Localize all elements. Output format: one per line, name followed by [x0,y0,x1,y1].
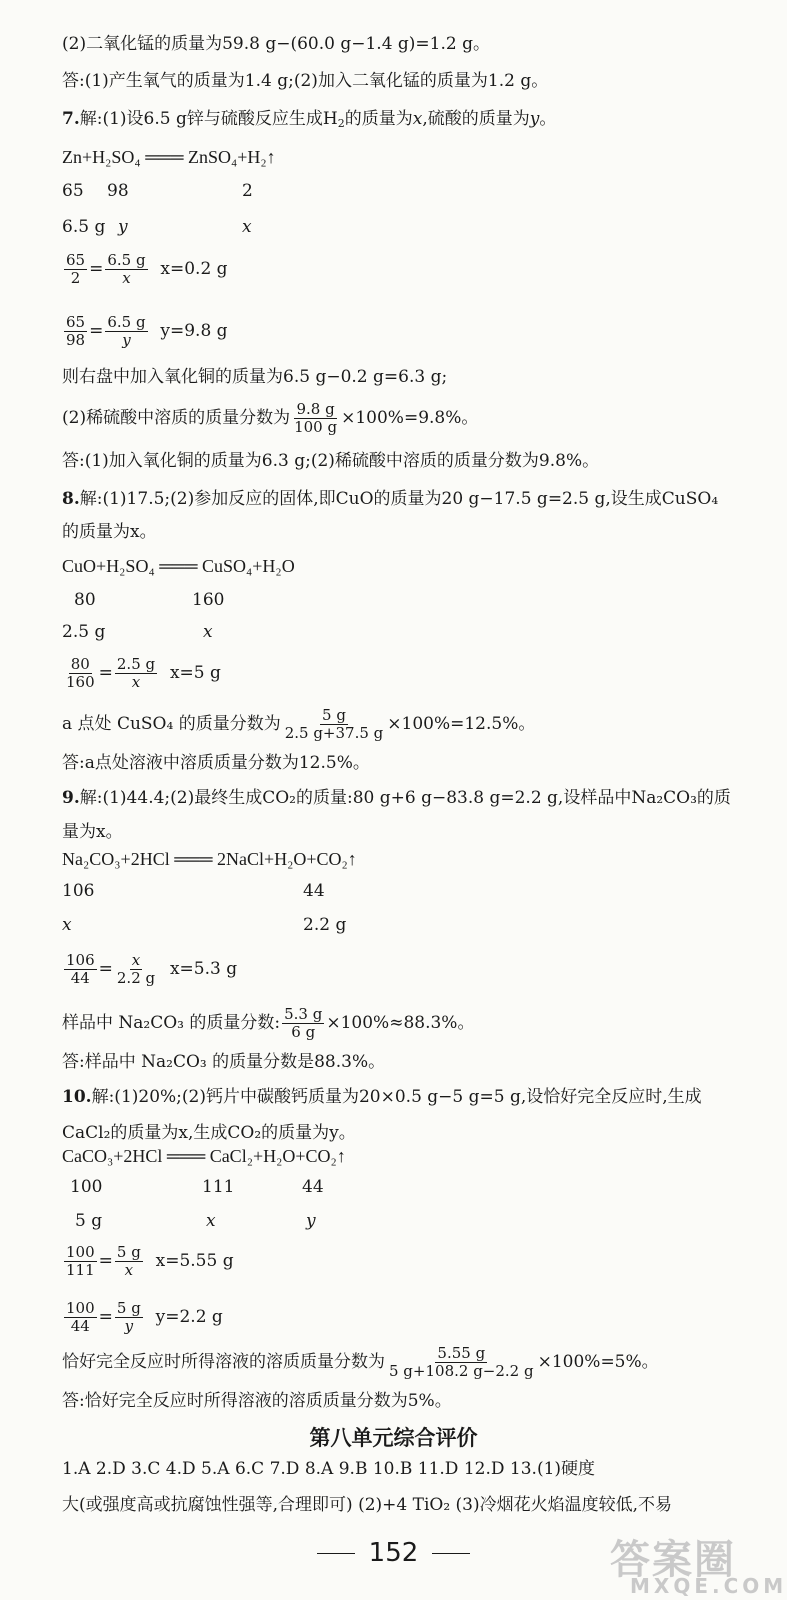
text-line: 的质量为x。 [62,522,157,542]
given-mass: 2.2 g [303,915,347,935]
text-line: (2)二氧化锰的质量为59.8 g−(60.0 g−1.4 g)=1.2 g。 [62,34,490,54]
molar-mass: 106 [62,881,95,901]
section-heading: 第八单元综合评价 [309,1426,478,1450]
molar-mass: 44 [303,881,325,901]
proportion-line: $\frac{65}{2}$ = $\frac{6.5 g}{x}$ x=0.2 g [66,251,228,287]
proportion-line: $\frac{65}{98}$ = $\frac{6.5 g}{y}$ y=9.8 g [66,313,228,349]
multiple-choice-answers: 1.A 2.D 3.C 4.D 5.A 6.C 7.D 8.A 9.B 10.B 11.D 12.D 13.(1)硬度 [62,1459,596,1479]
text-line: 大(或强度高或抗腐蚀性强等,合理即可) (2)+4 TiO₂ (3)冷烟花火焰温度较低,不易 [62,1495,673,1515]
proportion-line: $\frac{106}{44}$ = $\frac{x}{2.2 g}$ x=5.3 g [66,951,238,987]
molar-mass: 98 [107,181,129,201]
proportion-line: $\frac{80}{160}$ = $\frac{2.5 g}{x}$ x=5 g [66,655,221,691]
divider [317,1553,355,1554]
question-7-intro: 7.解:(1)设6.5 g锌与硫酸反应生成$H_2$的质量为x,硫酸的质量为y。 [62,109,557,130]
unknown-var: x [62,915,72,935]
given-mass: 5 g [75,1211,103,1231]
question-10-intro: 10.解:(1)20%;(2)钙片中碳酸钙质量为20×0.5 g−5 g=5 g,设恰好完全反应时,生成 [62,1087,702,1107]
chemical-equation: CaCO₃+2HCl ═══ CaCl₂+H₂O+CO₂↑ [62,1146,346,1166]
molar-mass: 100 [70,1177,103,1197]
unknown-var: y [306,1211,316,1231]
answer-line: 答:(1)产生氧气的质量为1.4 g;(2)加入二氧化锰的质量为1.2 g。 [62,71,549,91]
answer-line: 答:(1)加入氧化铜的质量为6.3 g;(2)稀硫酸中溶质的质量分数为9.8%。 [62,451,600,471]
watermark-logo: 答案圈 MXQE.COM [610,1537,787,1598]
question-number: 7. [62,109,80,129]
text-line: 样品中 Na₂CO₃ 的质量分数: $\frac{5.3 g}{6 g}$ ×100%≈88.3%。 [62,1005,475,1041]
molar-mass: 111 [202,1177,235,1197]
text-line: 恰好完全反应时所得溶液的溶质质量分数为 $\frac{5.55 g}{5 g+108.2 g-2.2 g}$ ×100%=5%。 [62,1344,659,1380]
proportion-line: $\frac{100}{111}$ = $\frac{5 g}{x}$ x=5.55 g [66,1243,234,1279]
divider [432,1553,470,1554]
unknown-var: y [118,217,128,237]
answer-line: 答:样品中 Na₂CO₃ 的质量分数是88.3%。 [62,1052,386,1072]
text-line: 则右盘中加入氧化铜的质量为6.5 g−0.2 g=6.3 g; [62,367,448,387]
molar-mass: 160 [192,590,225,610]
molar-mass: 2 [242,181,253,201]
answer-line: 答:恰好完全反应时所得溶液的溶质质量分数为5%。 [62,1391,452,1411]
unknown-var: x [206,1211,216,1231]
chemical-equation: Na₂CO₃+2HCl ═══ 2NaCl+H₂O+CO₂↑ [62,849,357,869]
molar-mass: 80 [74,590,96,610]
question-9-intro: 9.解:(1)44.4;(2)最终生成CO₂的质量:80 g+6 g−83.8 g=2.2 g,设样品中Na₂CO₃的质 [62,788,731,808]
text-line: (2)稀硫酸中溶质的质量分数为 $\frac{9.8 g}{100 g}$ ×100%=9.8%。 [62,400,479,436]
molar-mass: 44 [302,1177,324,1197]
text-line: 量为x。 [62,822,123,842]
unknown-var: x [242,217,252,237]
given-mass: 6.5 g [62,217,106,237]
unknown-var: x [203,622,213,642]
text-line: a 点处 CuSO₄ 的质量分数为 $\frac{5 g}{2.5 g+37.5 g}$ ×100%=12.5%。 [62,706,536,742]
chemical-equation: CuO+H₂SO₄ ═══ CuSO₄+H₂O [62,556,295,576]
chemical-equation: Zn+H₂SO₄ ═══ ZnSO₄+H₂↑ [62,147,276,167]
text-line: CaCl₂的质量为x,生成CO₂的质量为y。 [62,1123,356,1143]
question-8-intro: 8.解:(1)17.5;(2)参加反应的固体,即CuO的质量为20 g−17.5 g=2.5 g,设生成CuSO₄ [62,489,719,509]
molar-mass: 65 [62,181,84,201]
answer-line: 答:a点处溶液中溶质质量分数为12.5%。 [62,753,370,773]
proportion-line: $\frac{100}{44}$ = $\frac{5 g}{y}$ y=2.2 g [66,1299,223,1335]
page-number: 152 [0,1538,787,1568]
given-mass: 2.5 g [62,622,106,642]
